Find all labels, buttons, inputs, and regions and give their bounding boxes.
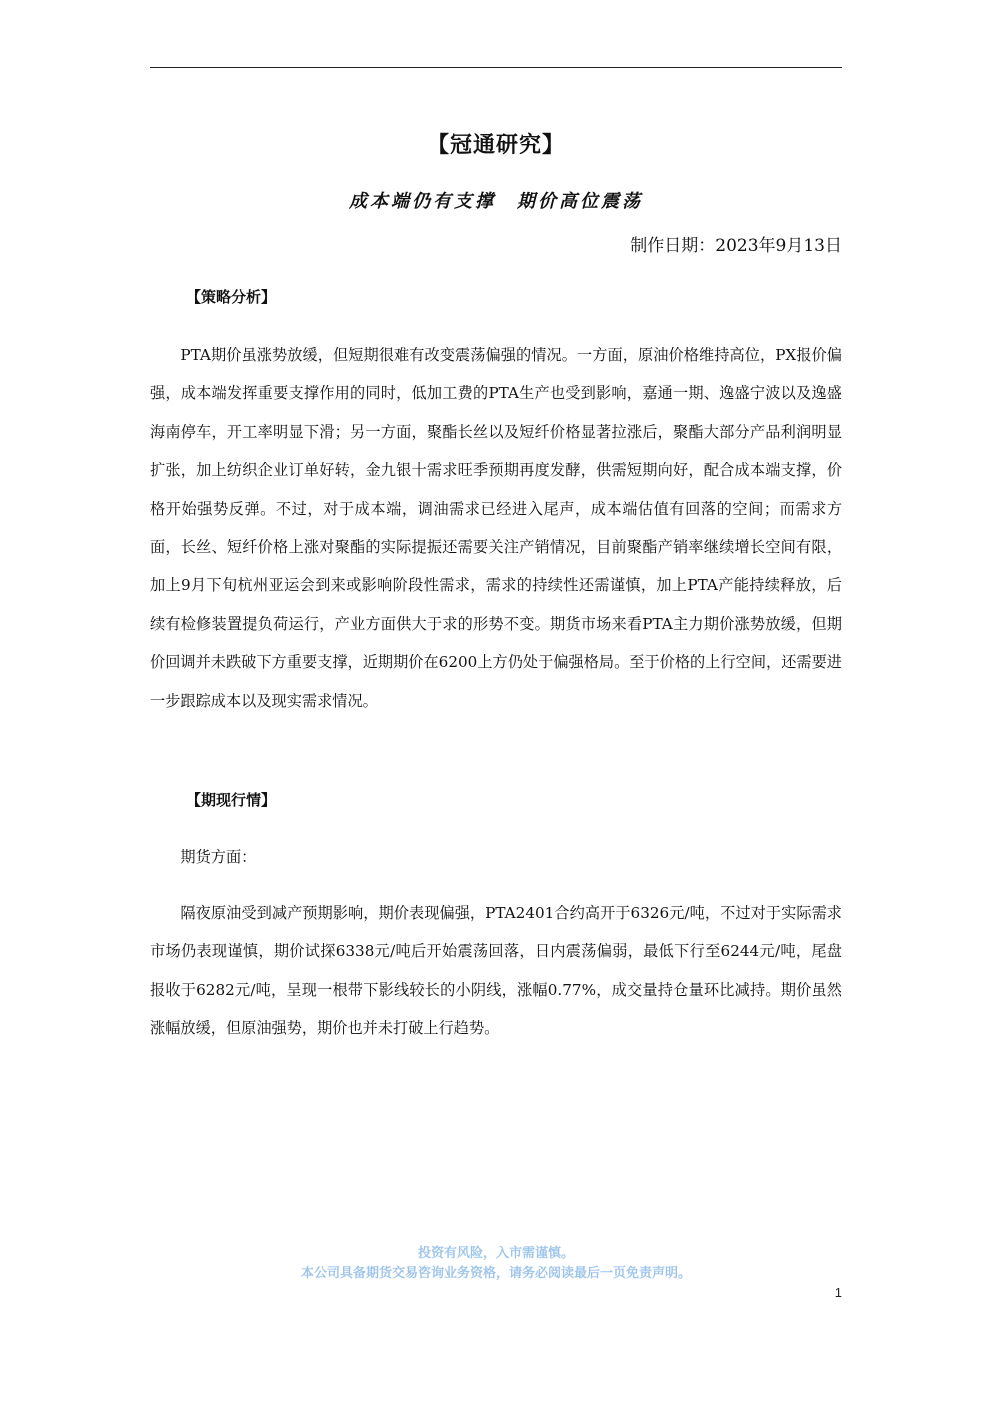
page-number: 1 (834, 1285, 842, 1300)
disclaimer-notice: 本公司具备期货交易咨询业务资格，请务必阅读最后一页免责声明。 (300, 1266, 691, 1281)
market-heading: 【期现行情】 (186, 791, 277, 809)
publish-date: 制作日期：2023年9月13日 (630, 236, 842, 256)
risk-notice: 投资有风险，入市需谨慎。 (417, 1246, 574, 1261)
report-title: 成本端仍有支撑 期价高位震荡 (349, 191, 643, 212)
brand-header: 【冠通研究】 (426, 132, 565, 158)
market-paragraph: 隔夜原油受到减产预期影响，期价表现偏强，PTA2401合约高开于6326元/吨，不过对于实际需求市场仍表现谨慎，期价试探6338元/吨后开始震荡回落，日内震荡偏弱，最低下行至6244元/吨，尾盘报收于6282元/吨，呈现一根带下影线较长的小阴线，涨幅0.77%，成交量持仓量环比减持。期价虽然涨幅放缓，但原油强势，期价也并未打破上行趋势。 (150, 904, 842, 1038)
header-divider (150, 67, 842, 68)
strategy-paragraph: PTA期价虽涨势放缓，但短期很难有改变震荡偏强的情况。一方面，原油价格维持高位，PX报价偏强，成本端发挥重要支撑作用的同时，低加工费的PTA生产也受到影响，嘉通一期、逸盛宁波以及逸盛海南停车，开工率明显下滑；另一方面，聚酯长丝以及短纤价格显著拉涨后，聚酯大部分产品利润明显扩张，加上纺织企业订单好转，金九银十需求旺季预期再度发酵，供需短期向好，配合成本端支撑，价格开始强势反弹。不过，对于成本端，调油需求已经进入尾声，成本端估值有回落的空间；而需求方面，长丝、短纤价格上涨对聚酯的实际提振还需要关注产销情况，目前聚酯产销率继续增长空间有限，加上9月下旬杭州亚运会到来或影响阶段性需求，需求的持续性还需谨慎，加上PTA产能持续释放，后续有检修装置提负荷运行，产业方面供大于求的形势不变。期货市场来看PTA主力期价涨势放缓，但期价回调并未跌破下方重要支撑，近期期价在6200上方仍处于偏强格局。至于价格的上行空间，还需要进一步跟踪成本以及现实需求情况。 (150, 346, 842, 710)
futures-subheading: 期货方面： (180, 848, 257, 866)
strategy-heading: 【策略分析】 (186, 288, 277, 306)
